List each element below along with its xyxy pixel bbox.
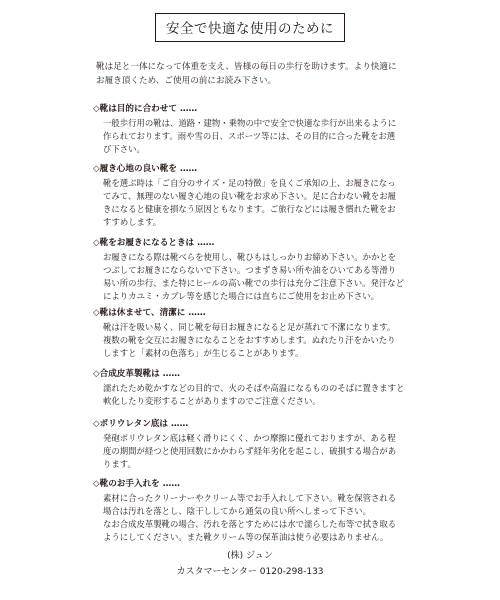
section-body: [103, 492, 415, 544]
section-heading: ◇靴は目的に合わせて ……: [93, 104, 198, 114]
section-line: によりカユミ・カブレ等を感じた場合には直ちにご使用をお止め下さい。: [103, 291, 380, 301]
intro-line: お履き頂くため、ご使用の前にお読み下さい。: [96, 75, 277, 86]
section-line: しますと「素材の色落ち」が生じることがあります。: [103, 348, 304, 358]
section-line: きになると健康を損なう原因ともなります。ご旅行などには履き慣れた靴をお: [103, 204, 396, 214]
section-heading: ◇ポリウレタン底は ……: [93, 419, 189, 429]
section-heading: ◇靴は休ませて、清潔に ……: [93, 308, 206, 318]
section: [93, 368, 415, 408]
section-line: 一般歩行用の靴は、道路・建物・乗物の中で安全で快適な歩行が出来るように: [103, 118, 397, 128]
section: [93, 478, 415, 544]
section-line: び下さい。: [103, 144, 145, 154]
section-line: お履きになる際は靴べらを使用し、靴ひもはしっかりお締め下さい。かかとを: [103, 252, 397, 262]
section: [93, 103, 415, 156]
section-body: [103, 117, 415, 156]
section-body: [103, 177, 415, 229]
section-line: ります。: [103, 459, 136, 469]
section-body: [103, 382, 415, 408]
section-heading: ◇合成皮革製靴は ……: [93, 369, 180, 379]
section-line: 靴は汗を吸い易く、同じ靴を毎日お履きになると足が蒸れて不潔になります。: [103, 322, 396, 332]
section-line: つぶしてお履きにならないで下さい。つまずき易い所や油をひいてある等滑り: [103, 265, 397, 275]
title-area: [0, 0, 500, 42]
section-body: [103, 432, 415, 471]
section: [93, 237, 415, 303]
section-line: 素材に合ったクリーナーやクリーム等でお手入れして下さい。靴を保管される: [103, 493, 397, 503]
section: [93, 418, 415, 471]
section: [93, 307, 415, 360]
page-title: 安全で快適な使用のために: [155, 13, 345, 42]
section-line: てみて、無理のない履き心地の良い靴をお求め下さい。足に合わない靴をお履: [103, 191, 396, 201]
section-line: 発砲ポリウレタン底は軽く滑りにくく、かつ摩擦に優れておりますが、ある程: [103, 433, 396, 443]
section-line: ようにしてください。また靴クリーム等の保革油は使う必要はありません。: [103, 532, 389, 542]
customer-center-contact: カスタマーセンター 0120-298-133: [176, 567, 324, 577]
section-line: 作られております。雨や雪の日、スポーツ等には、その目的に合った靴をお選: [103, 131, 396, 141]
section-line: すすめします。: [103, 217, 162, 227]
section: [93, 163, 415, 229]
section-body: [103, 321, 415, 360]
intro-paragraph: [96, 61, 416, 88]
company-name: (株) ジュン: [227, 551, 273, 561]
section-line: なお合成皮革製靴の場合、汚れを落とすためには水で濡らした布等で拭き取る: [103, 519, 397, 529]
footer: [0, 548, 500, 580]
section-heading: ◇履き心地の良い靴を ……: [93, 164, 198, 174]
section-line: 易い所の歩行、また特にヒールの高い靴での歩行は充分ご注意下さい。発汗など: [103, 278, 404, 288]
section-body: [103, 251, 415, 303]
section-line: 濡れたため乾かすなどの目的で、火のそばや高温になるもののそばに置きますと: [103, 383, 405, 393]
section-line: 複数の靴を交互にお履きになることをおすすめします。ぬれたり汗をかいたり: [103, 335, 396, 345]
intro-line: 靴は足と一体になって体重を支え、皆様の毎日の歩行を助けます。より快適に: [96, 62, 397, 72]
section-heading: ◇靴をお履きになるときは ……: [93, 238, 215, 248]
section-line: 軟化したり変形することがありますのでご注意ください。: [103, 396, 321, 406]
section-line: 場合は汚れを落とし、陰干ししてから通気の良い所へしまって下さい。: [103, 506, 371, 516]
section-heading: ◇靴のお手入れを ……: [93, 479, 180, 489]
section-line: 靴を選ぶ時は「ご自分のサイズ・足の特徴」を良くご承知の上、お履きになっ: [103, 178, 396, 188]
section-line: 度の期間が経つと使用回数にかかわらず経年劣化を起こし、破損する場合があ: [103, 446, 397, 456]
